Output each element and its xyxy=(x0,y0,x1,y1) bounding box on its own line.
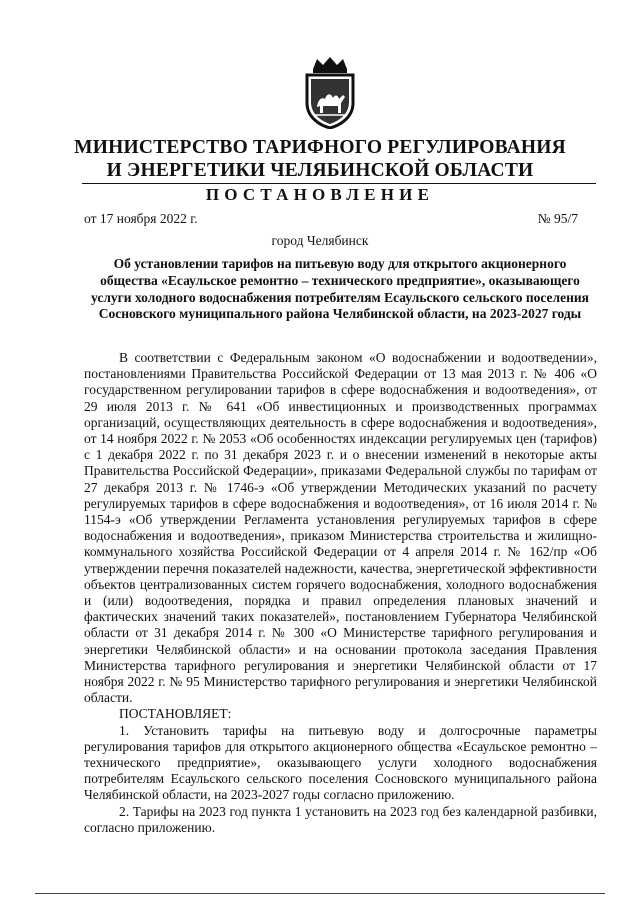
ministry-name-line2: И ЭНЕРГЕТИКИ ЧЕЛЯБИНСКОЙ ОБЛАСТИ xyxy=(106,160,534,181)
header-divider xyxy=(82,183,596,184)
city: город Челябинск xyxy=(271,233,369,248)
coat-of-arms-icon xyxy=(301,55,359,129)
footer-divider xyxy=(35,893,605,894)
decree-body xyxy=(84,350,597,836)
decree-subject: Об установлении тарифов на питьевую воду для открытого акционерного общества «Есаульское ремонтно – технического предприятие», оказывающего услуги холодного водоснабжения потребителям Есаульского сельского поселения Сосновского муниципального района Челябинской области, на 2023-2027 годы xyxy=(91,256,589,322)
decree-date: от 17 ноября 2022 г. xyxy=(84,211,198,226)
item-2-paragraph: 2. Тарифы на 2023 год пункта 1 установить на 2023 год без календарной разбивки, согласно приложению. xyxy=(84,803,597,835)
item-1-paragraph: 1. Установить тарифы на питьевую воду и долгосрочные параметры регулирования тарифов для открытого акционерного общества «Есаульское ремонтно – технического предприятие», оказывающего услуги холодного водоснабжения потребителям Есаульского сельского поселения Сосновского муниципального района Челябинской области, на 2023-2027 годы согласно приложению. xyxy=(84,722,597,803)
preamble-paragraph: В соответствии с Федеральным законом «О водоснабжении и водоотведении», постановлениями Правительства Российской Федерации от 13 мая 2013 г. № 406 «О государственном регулировании тарифов в сфере водоснабжения и водоотведения», от 29 июля 2013 г. № 641 «Об инвестиционных и производственных программах организаций, осуществляющих деятельность в сфере водоснабжения и водоотведения», от 14 ноября 2022 г. № 2053 «Об особенностях индексации регулируемых цен (тарифов) с 1 декабря 2022 г. по 31 декабря 2023 г. и о внесении изменений в некоторые акты Правительства Российской Федерации», приказами Федеральной службы по тарифам от 27 декабря 2013 г. № 1746-э «Об утверждении Методических указаний по расчету регулируемых тарифов в сфере водоснабжения и водоотведения», от 16 июля 2014 г. № 1154-э «Об утверждении Регламента установления регулируемых тарифов в сфере водоснабжения и водоотведения», приказом Министерства строительства и жилищно-коммунального хозяйства Российской Федерации от 4 апреля 2014 г. № 162/пр «Об утверждении перечня показателей надежности, качества, энергетической эффективности объектов централизованных систем горячего водоснабжения, холодного водоснабжения и (или) водоотведения, порядка и правил определения плановых значений и фактических значений таких показателей», постановлением Губернатора Челябинской области от 31 декабря 2014 г. № 300 «О Министерстве тарифного регулирования и энергетики Челябинской области» и на основании протокола заседания Правления Министерства тарифного регулирования и энергетики Челябинской области от 17 ноября 2022 г. № 95 Министерство тарифного регулирования и энергетики Челябинской области. xyxy=(84,350,597,706)
decree-number: № 95/7 xyxy=(537,211,578,226)
resolves-heading: ПОСТАНОВЛЯЕТ: xyxy=(119,706,232,722)
ministry-name-line1: МИНИСТЕРСТВО ТАРИФНОГО РЕГУЛИРОВАНИЯ xyxy=(74,137,566,158)
document-type: ПОСТАНОВЛЕНИЕ xyxy=(205,185,435,204)
